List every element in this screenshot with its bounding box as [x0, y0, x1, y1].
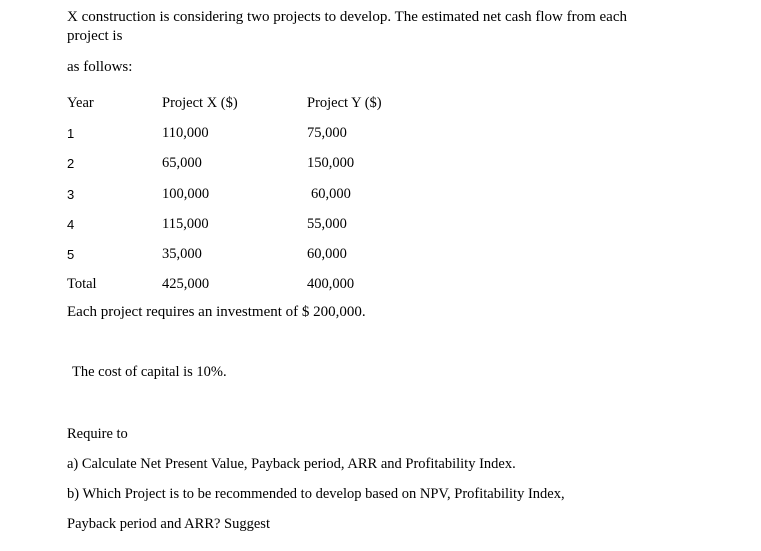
require-heading: Require to	[67, 426, 128, 442]
total-project-y: 400,000	[307, 276, 355, 293]
total-label: Total	[67, 276, 97, 293]
intro-line-1: X construction is considering two projects to develop. The estimated net cash flow from each	[67, 9, 627, 25]
table-row	[67, 179, 427, 209]
total-project-x: 425,000	[162, 276, 210, 293]
year-cell: 2	[67, 156, 75, 172]
table-row	[67, 239, 427, 269]
year-cell: 1	[67, 125, 75, 141]
require-item-b-line-2: Payback period and ARR? Suggest	[67, 516, 270, 532]
project-x-cell: 110,000	[162, 124, 209, 141]
header-year: Year	[67, 94, 94, 111]
header-project-y: Project Y ($)	[307, 94, 382, 111]
project-y-cell: 150,000	[307, 155, 355, 172]
table-total-row	[67, 270, 427, 300]
require-item-b-line-1: b) Which Project is to be recommended to develop based on NPV, Profitability Index,	[67, 486, 565, 502]
project-y-cell: 75,000	[307, 124, 347, 141]
intro-line-3: as follows:	[67, 59, 133, 75]
project-y-cell: 60,000	[307, 246, 347, 263]
table-row	[67, 118, 427, 148]
require-item-a: a) Calculate Net Present Value, Payback period, ARR and Profitability Index.	[67, 456, 516, 472]
year-cell: 5	[67, 247, 75, 263]
table-header-row	[67, 88, 427, 118]
project-x-cell: 115,000	[162, 215, 209, 232]
header-project-x: Project X ($)	[162, 94, 238, 111]
table-row	[67, 209, 427, 239]
project-x-cell: 65,000	[162, 155, 202, 172]
investment-note: Each project requires an investment of $ 200,000.	[67, 304, 366, 320]
cost-of-capital: The cost of capital is 10%.	[72, 364, 227, 380]
project-x-cell: 35,000	[162, 246, 202, 263]
project-y-cell: 55,000	[307, 215, 347, 232]
table-row	[67, 149, 427, 179]
intro-line-2: project is	[67, 28, 123, 44]
year-cell: 3	[67, 186, 75, 202]
project-x-cell: 100,000	[162, 185, 210, 202]
year-cell: 4	[67, 216, 75, 232]
cash-flow-table	[67, 88, 427, 300]
project-y-cell: 60,000	[311, 185, 351, 202]
